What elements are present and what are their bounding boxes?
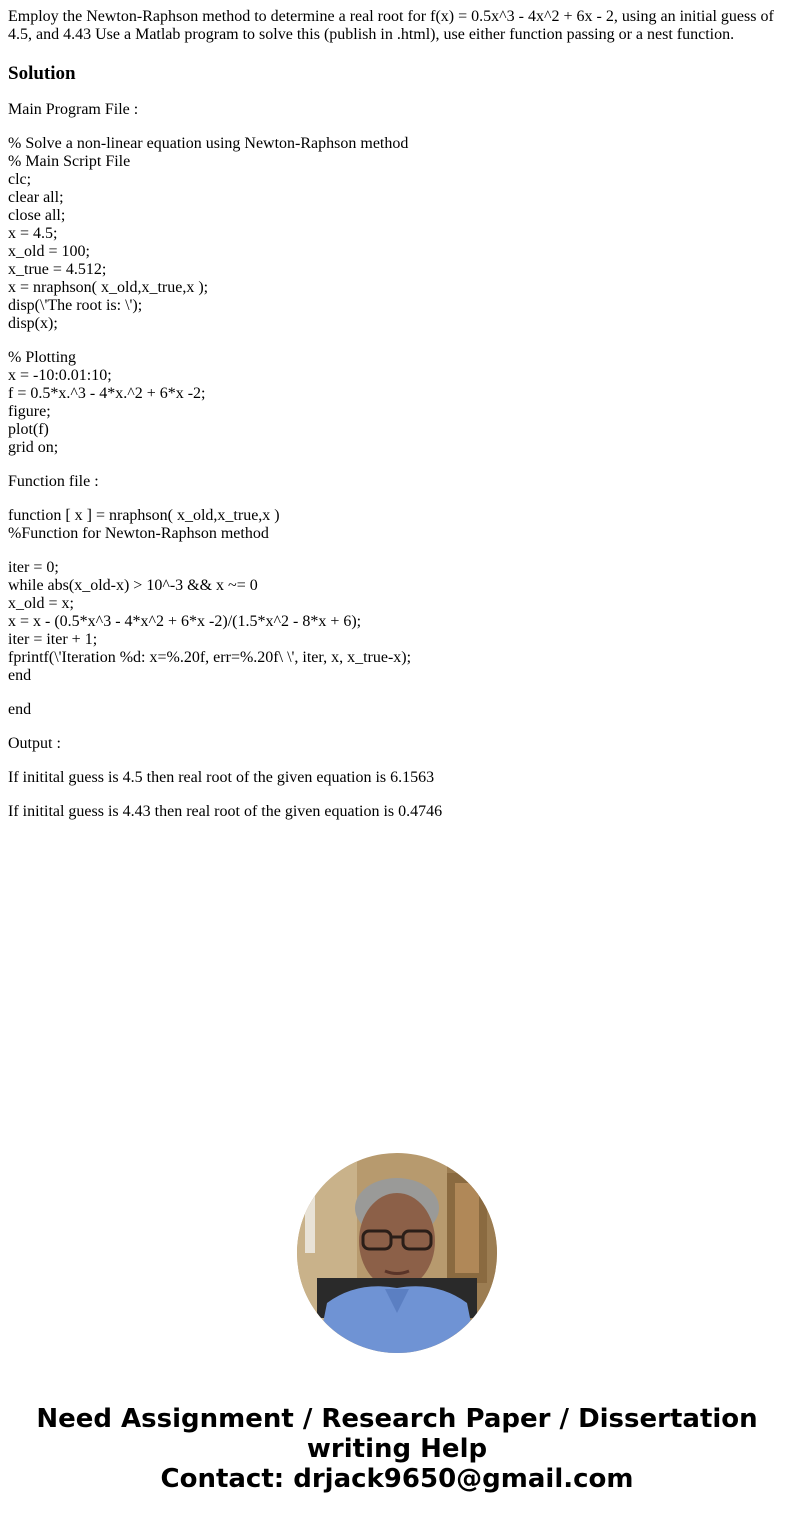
function-body-block <box>8 559 786 685</box>
code-line: % Solve a non-linear equation using Newton-Raphson method <box>8 135 409 152</box>
question-text: Employ the Newton-Raphson method to determine a real root for f(x) = 0.5x^3 - 4x^2 + 6x - 2, using an initial guess of 4.5, and 4.43 Use a Matlab program to solve this (publish in .html), use either function passing or a nest function. <box>8 8 774 43</box>
code-line: figure; <box>8 403 51 420</box>
output-label: Output : <box>8 735 61 752</box>
function-header-block <box>8 507 786 543</box>
plot-code-block <box>8 349 786 457</box>
code-line: disp(\'The root is: \'); <box>8 297 143 314</box>
code-line: x_true = 4.512; <box>8 261 107 278</box>
code-line: x_old = 100; <box>8 243 90 260</box>
avatar <box>297 1153 497 1353</box>
function-file-label: Function file : <box>8 473 99 490</box>
code-line: iter = 0; <box>8 559 59 576</box>
code-line: x = nraphson( x_old,x_true,x ); <box>8 279 209 296</box>
code-line: f = 0.5*x.^3 - 4*x.^2 + 6*x -2; <box>8 385 206 402</box>
output-line: If initital guess is 4.43 then real root of the given equation is 0.4746 <box>8 803 443 820</box>
footer-line-1: Need Assignment / Research Paper / Dissertation <box>36 1404 758 1434</box>
document-body <box>8 8 786 837</box>
code-line: clear all; <box>8 189 64 206</box>
code-line: close all; <box>8 207 66 224</box>
code-line: fprintf(\'Iteration %d: x=%.20f, err=%.20f\ \', iter, x, x_true-x); <box>8 649 412 666</box>
code-line: % Main Script File <box>8 153 131 170</box>
footer-line-2: writing Help <box>306 1434 488 1464</box>
code-line: % Plotting <box>8 349 77 366</box>
code-line: x = 4.5; <box>8 225 58 242</box>
solution-heading: Solution <box>8 63 76 84</box>
code-line: function [ x ] = nraphson( x_old,x_true,x ) <box>8 507 280 524</box>
output-line: If initital guess is 4.5 then real root of the given equation is 6.1563 <box>8 769 435 786</box>
code-line: clc; <box>8 171 32 188</box>
code-line: plot(f) <box>8 421 49 438</box>
code-line: while abs(x_old-x) > 10^-3 && x ~= 0 <box>8 577 258 594</box>
avatar-portrait-image <box>297 1153 497 1353</box>
main-code-block <box>8 135 786 333</box>
main-program-label: Main Program File : <box>8 101 139 118</box>
code-line: end <box>8 667 32 684</box>
footer-banner <box>0 1404 794 1494</box>
footer-contact: Contact: drjack9650@gmail.com <box>160 1464 634 1494</box>
code-line: x = -10:0.01:10; <box>8 367 112 384</box>
code-line: grid on; <box>8 439 59 456</box>
code-line: %Function for Newton-Raphson method <box>8 525 269 542</box>
code-line: disp(x); <box>8 315 58 332</box>
code-line: iter = iter + 1; <box>8 631 98 648</box>
code-line: x_old = x; <box>8 595 74 612</box>
code-line: x = x - (0.5*x^3 - 4*x^2 + 6*x -2)/(1.5*x^2 - 8*x + 6); <box>8 613 362 630</box>
function-end-line: end <box>8 701 32 718</box>
